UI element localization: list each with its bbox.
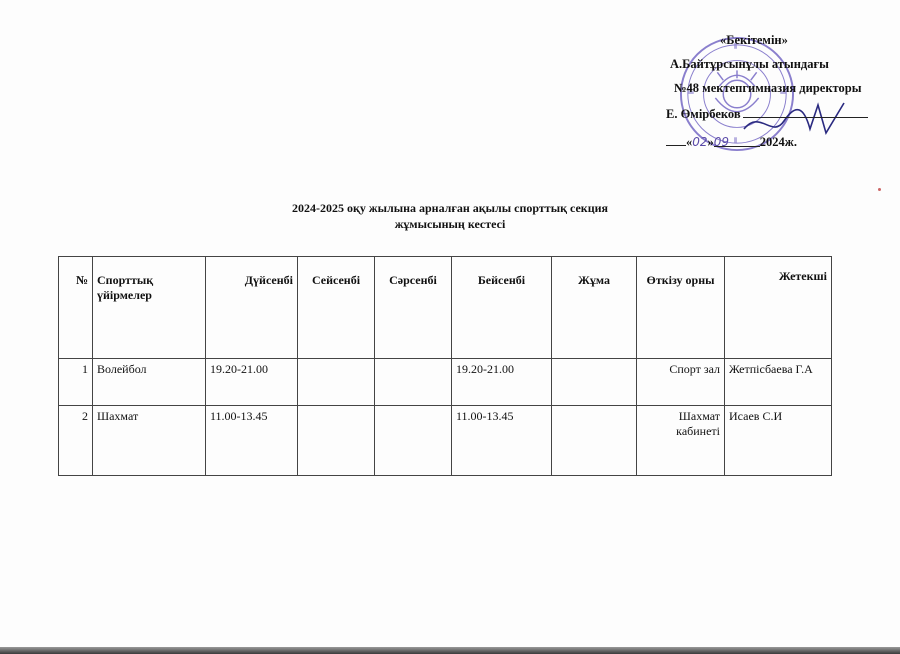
date-quote-close: » bbox=[707, 135, 714, 149]
row-thursday: 11.00-13.45 bbox=[452, 406, 552, 476]
table-header-row bbox=[59, 257, 832, 359]
row-place: Спорт зал bbox=[637, 359, 725, 406]
row-section: Шахмат bbox=[93, 406, 206, 476]
header-wednesday: Сәрсенбі bbox=[375, 257, 452, 359]
header-thursday: Бейсенбі bbox=[452, 257, 552, 359]
title-line-1: 2024-2025 оқу жылына арналған ақылы спорттық секция bbox=[291, 201, 609, 215]
approval-heading: «Бекітемін» bbox=[720, 33, 788, 47]
approval-block bbox=[640, 15, 880, 165]
document-title bbox=[200, 200, 700, 232]
schedule-table bbox=[58, 256, 832, 476]
date-day: 02 bbox=[692, 135, 708, 149]
header-friday: Жұма bbox=[552, 257, 637, 359]
row-section: Волейбол bbox=[93, 359, 206, 406]
row-place: Шахмат кабинеті bbox=[637, 406, 725, 476]
date-quote-open: « bbox=[686, 135, 693, 149]
row-tuesday bbox=[298, 406, 375, 476]
header-leader: Жетекші bbox=[725, 257, 832, 359]
row-wednesday bbox=[375, 359, 452, 406]
row-friday bbox=[552, 359, 637, 406]
row-monday: 19.20-21.00 bbox=[206, 359, 298, 406]
row-number: 1 bbox=[59, 359, 93, 406]
date-month: 09 bbox=[713, 135, 730, 149]
table-row bbox=[59, 406, 832, 476]
row-thursday: 19.20-21.00 bbox=[452, 359, 552, 406]
signature-underline bbox=[743, 106, 868, 118]
header-number: № bbox=[59, 257, 93, 359]
row-friday bbox=[552, 406, 637, 476]
header-place: Өткізу орны bbox=[637, 257, 725, 359]
school-name-line: А.Байтұрсынұлы атындағы bbox=[670, 57, 829, 71]
row-monday: 11.00-13.45 bbox=[206, 406, 298, 476]
date-month-blank bbox=[714, 135, 760, 147]
title-line-2: жұмысының кестесі bbox=[394, 217, 506, 231]
row-number: 2 bbox=[59, 406, 93, 476]
row-tuesday bbox=[298, 359, 375, 406]
row-leader: Исаев С.И bbox=[725, 406, 832, 476]
scan-speck bbox=[878, 188, 881, 191]
header-tuesday: Сейсенбі bbox=[298, 257, 375, 359]
director-name: Е. Өмірбеков bbox=[666, 107, 741, 121]
row-leader: Жетпісбаева Г.А bbox=[725, 359, 832, 406]
date-year: 2024ж. bbox=[759, 135, 797, 149]
scan-border bbox=[0, 647, 900, 654]
director-title-line: №48 мектепгимназия директоры bbox=[674, 81, 862, 95]
header-monday: Дүйсенбі bbox=[206, 257, 298, 359]
date-blank bbox=[666, 134, 686, 146]
approval-date-line bbox=[666, 134, 797, 150]
header-section: Спорттық үйірмелер bbox=[93, 257, 206, 359]
table-row bbox=[59, 359, 832, 406]
row-wednesday bbox=[375, 406, 452, 476]
director-name-line bbox=[666, 106, 868, 122]
